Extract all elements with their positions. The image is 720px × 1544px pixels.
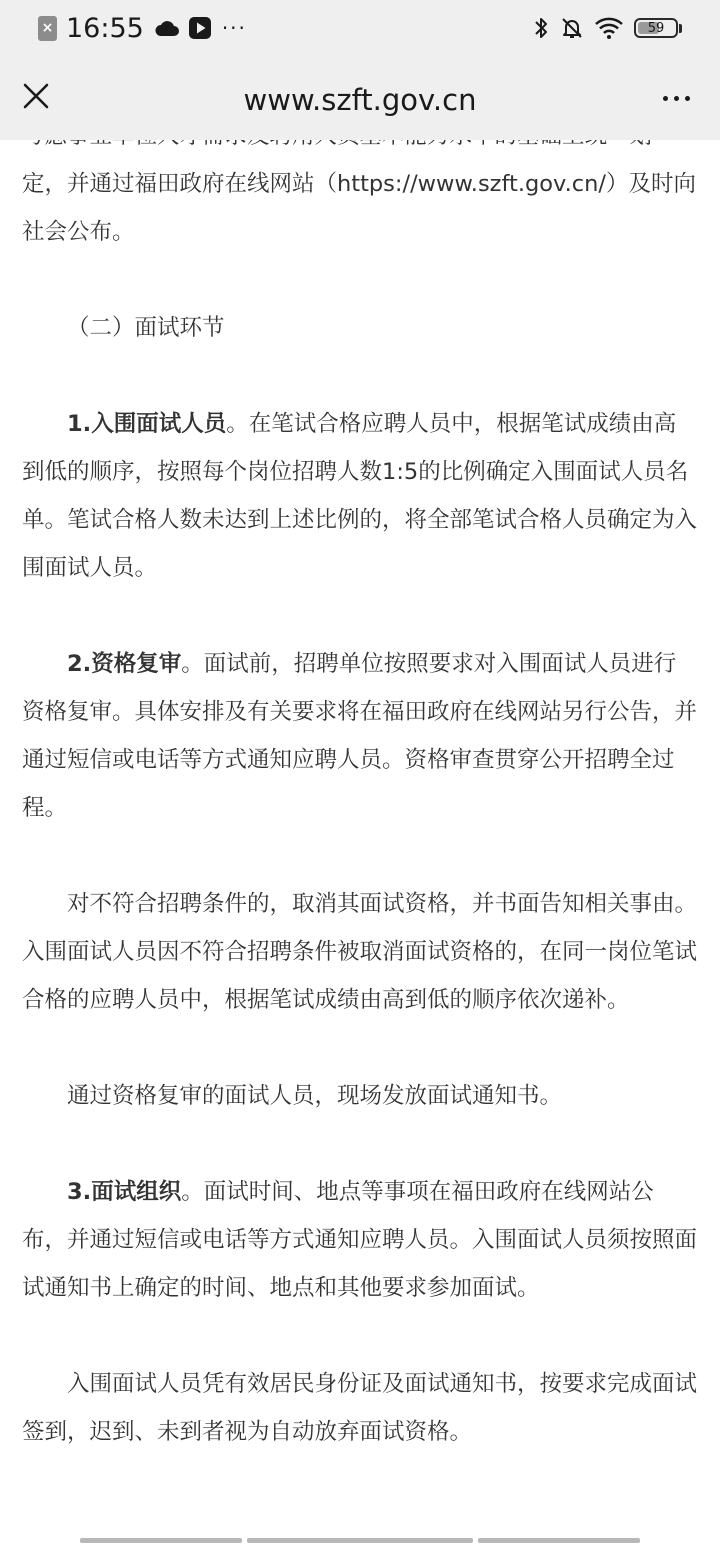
more-menu-icon <box>663 96 668 101</box>
more-menu-icon <box>685 96 690 101</box>
paragraph-gap <box>22 256 698 304</box>
browser-toolbar <box>0 56 720 140</box>
status-left <box>38 12 247 44</box>
battery-tip <box>679 24 682 33</box>
item-2-text: 。面试前，招聘单位按照要求对入围面试人员进行资格复审。具体安排及有关要求将在福田政府在线网站另行公告，并通过短信或电话等方式通知应聘人员。资格审查贯穿公开招聘全过程。 <box>22 651 698 821</box>
paragraph-gap <box>22 1024 698 1072</box>
close-button[interactable] <box>14 74 58 118</box>
item-2-title: 2.资格复审 <box>67 651 182 677</box>
paragraph-disqualification: 对不符合招聘条件的，取消其面试资格，并书面告知相关事由。入围面试人员因不符合招聘条件被取消面试资格的，在同一岗位笔试合格的应聘人员中，根据笔试成绩由高到低的顺序依次递补。 <box>22 891 698 1013</box>
page-url-title: www.szft.gov.cn <box>243 83 477 117</box>
paragraph-item-1 <box>22 400 698 592</box>
bluetooth-icon <box>532 16 550 40</box>
scroll-indicator-segment <box>478 1538 640 1543</box>
status-time: 16:55 <box>66 12 144 44</box>
close-icon <box>22 82 50 110</box>
more-menu-icon <box>674 96 679 101</box>
cloud-icon <box>154 18 180 38</box>
paragraph-interview-notice: 通过资格复审的面试人员，现场发放面试通知书。 <box>67 1083 563 1109</box>
item-1-title: 1.入围面试人员 <box>67 411 227 437</box>
status-right <box>522 12 682 44</box>
more-status-dots: ··· <box>221 16 247 40</box>
sim-notification-icon <box>38 16 57 41</box>
wifi-icon <box>594 16 624 40</box>
top-chrome <box>0 0 720 140</box>
section-heading-interview: （二）面试环节 <box>67 315 225 341</box>
battery-icon <box>634 18 678 38</box>
item-1-text: 。在笔试合格应聘人员中，根据笔试成绩由高到低的顺序，按照每个岗位招聘人数1:5的比例确定入围面试人员名单。笔试合格人数未达到上述比例的，将全部笔试合格人员确定为入围面试人员。 <box>22 411 698 581</box>
article-body <box>22 126 698 1456</box>
play-icon <box>188 16 212 40</box>
status-bar <box>0 0 720 56</box>
notification-glyph: × <box>41 20 54 36</box>
paragraph-gap <box>22 592 698 640</box>
bell-muted-icon <box>560 16 584 40</box>
scroll-indicator-segment <box>247 1538 473 1543</box>
paragraph-item-2 <box>22 640 698 832</box>
paragraph-gap <box>22 832 698 880</box>
scroll-indicator-segment <box>80 1538 242 1543</box>
battery-level: 59 <box>647 20 665 36</box>
paragraph-check-in: 入围面试人员凭有效居民身份证及面试通知书，按要求完成面试签到，迟到、未到者视为自动放弃面试资格。 <box>22 1371 698 1445</box>
more-menu-button[interactable] <box>654 76 698 120</box>
paragraph-gap <box>22 1312 698 1360</box>
article-scroll-area[interactable] <box>0 126 720 1506</box>
item-3-title: 3.面试组织 <box>67 1179 182 1205</box>
paragraph-gap <box>22 352 698 400</box>
paragraph-publication: 定，并通过福田政府在线网站（https://www.szft.gov.cn/）及时向社会公布。 <box>22 171 696 245</box>
item-3-text: 。面试时间、地点等事项在福田政府在线网站公布，并通过短信或电话等方式通知应聘人员。入围面试人员须按照面试通知书上确定的时间、地点和其他要求参加面试。 <box>22 1179 698 1301</box>
paragraph-gap <box>22 1120 698 1168</box>
paragraph-item-3 <box>22 1168 698 1312</box>
